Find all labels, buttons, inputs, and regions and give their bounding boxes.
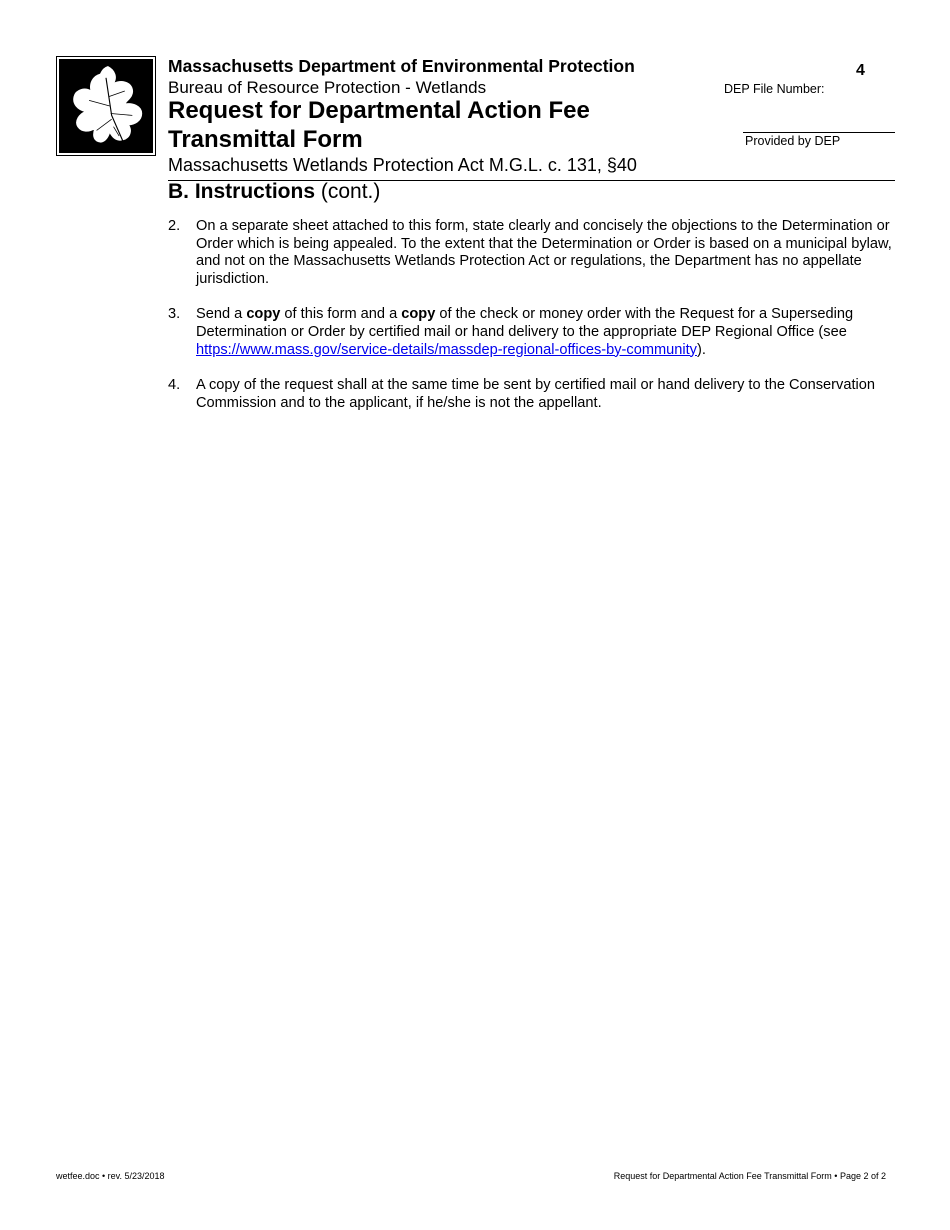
item-text-bold: copy (246, 306, 281, 323)
item-text-part: of this form and a (280, 306, 402, 323)
list-item (168, 377, 895, 412)
item-number: 3. (168, 306, 181, 323)
provided-by-dep-label: Provided by DEP (745, 134, 841, 148)
item-text: On a separate sheet attached to this form, state clearly and concisely the objections to the Determination or Order which is being appealed. To the extent that the Determination or Order is based on a municipal bylaw, and not on the Massachusetts Wetlands Protection Act or regulations, the Department has no appellate jurisdiction. (196, 218, 892, 287)
form-number: 4 (856, 62, 865, 79)
section-title-bold: B. Instructions (168, 180, 316, 203)
form-title-line1: Request for Departmental Action Fee (168, 97, 590, 124)
item-text-part: ). (696, 341, 706, 358)
regional-offices-link[interactable]: https://www.mass.gov/service-details/massdep-regional-offices-by-community (196, 341, 697, 358)
act-citation: Massachusetts Wetlands Protection Act M.G.L. c. 131, §40 (168, 155, 637, 175)
bureau-name: Bureau of Resource Protection - Wetlands (168, 78, 487, 97)
dep-logo (56, 56, 156, 156)
dep-file-number-label: DEP File Number: (724, 82, 825, 96)
item-text: A copy of the request shall at the same time be sent by certified mail or hand delivery to the Conservation Commission and to the applicant, if he/she is not the appellant. (196, 377, 875, 411)
section-title (168, 180, 380, 204)
list-item (168, 218, 895, 288)
footer-document-info: wetfee.doc • rev. 5/23/2018 (56, 1171, 165, 1181)
instructions-list (168, 218, 895, 430)
item-number: 4. (168, 377, 181, 394)
agency-name: Massachusetts Department of Environmental Protection (168, 56, 635, 76)
item-text (196, 306, 853, 357)
oak-leaf-icon (59, 59, 153, 153)
item-number: 2. (168, 218, 181, 234)
footer-page-info: Request for Departmental Action Fee Transmittal Form • Page 2 of 2 (613, 1171, 886, 1181)
item-text-part: of the check or money order with the Request for a Superseding Determination or Order by certified mail or hand delivery to the appropriate DEP Regional Office (see (196, 306, 854, 340)
list-item (168, 306, 895, 359)
item-text-bold: copy (401, 306, 436, 323)
item-text-part: Send a (196, 306, 247, 323)
section-title-suffix: (cont.) (315, 180, 381, 203)
dep-file-number-field (743, 132, 895, 133)
form-title-line2: Transmittal Form (168, 126, 363, 153)
